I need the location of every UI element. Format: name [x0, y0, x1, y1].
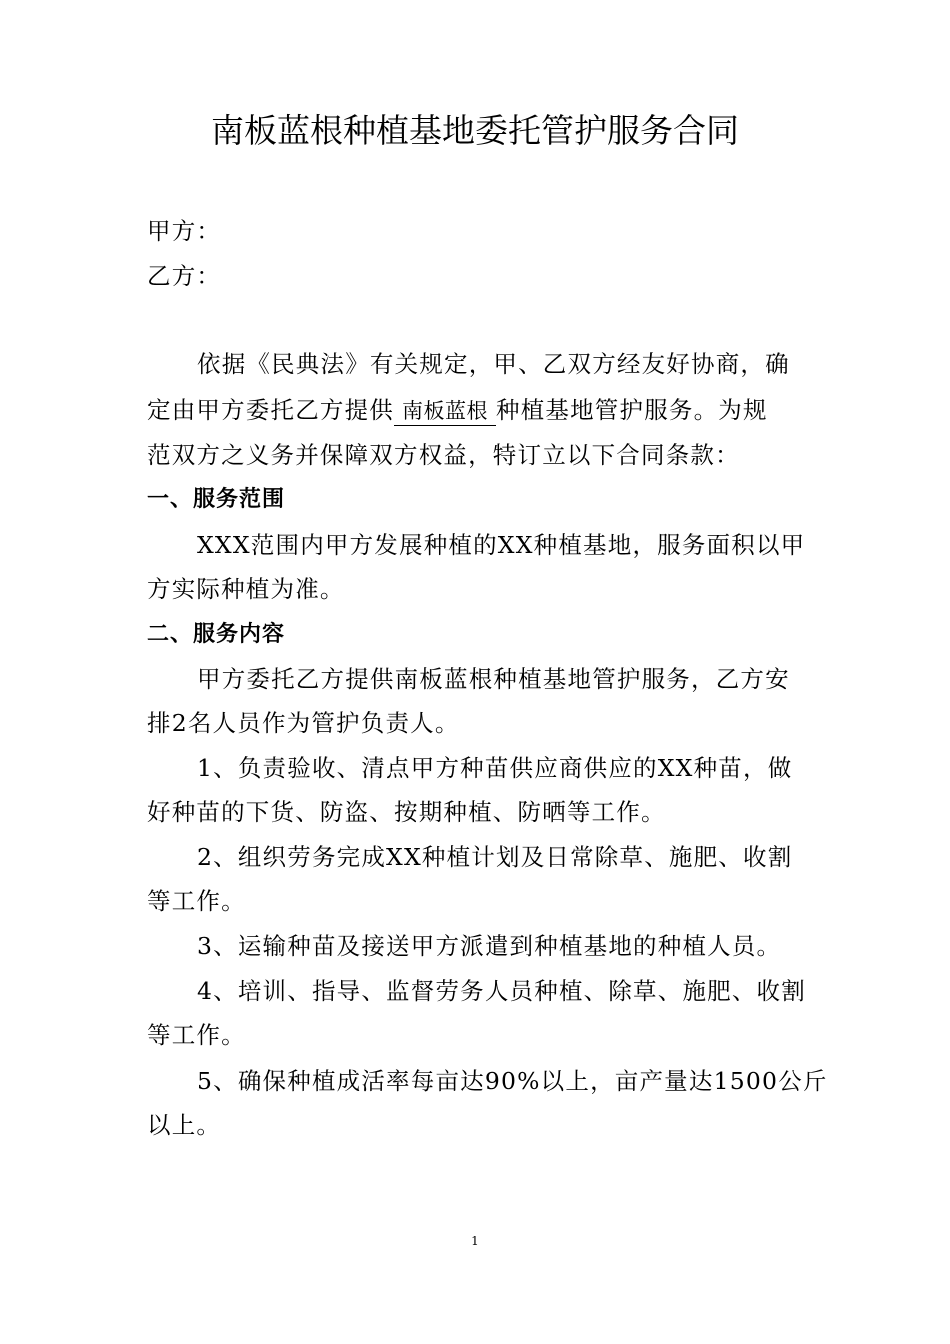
item-2-line-1: 2、组织劳务完成XX种植计划及日常除草、施肥、收割	[197, 843, 793, 871]
section-2-para-line-1: 甲方委托乙方提供南板蓝根种植基地管护服务，乙方安	[197, 665, 790, 693]
item-1-line-1: 1、负责验收、清点甲方种苗供应商供应的XX种苗，做	[197, 754, 793, 782]
item-1-line-2: 好种苗的下货、防盗、按期种植、防晒等工作。	[147, 798, 666, 826]
section-2-heading: 二、服务内容	[147, 622, 286, 647]
item-4-line-1: 4、培训、指导、监督劳务人员种植、除草、施肥、收割	[197, 977, 806, 1005]
intro-line-2-prefix: 定由甲方委托乙方提供	[147, 396, 394, 424]
item-2-line-2: 等工作。	[147, 887, 246, 915]
section-1-line-1: XXX范围内甲方发展种植的XX种植基地，服务面积以甲	[197, 531, 806, 559]
intro-line-2	[147, 395, 768, 426]
page-number: 1	[471, 1234, 479, 1248]
intro-line-2-suffix: 种植基地管护服务。为规	[496, 396, 768, 424]
item-4-line-2: 等工作。	[147, 1021, 246, 1049]
fill-in-blank-crop-name: 南板蓝根	[394, 397, 496, 426]
section-2-para-line-2: 排2名人员作为管护负责人。	[147, 709, 460, 737]
party-b-label: 乙方：	[147, 262, 222, 290]
item-5-line-2: 以上。	[147, 1111, 222, 1139]
section-1-heading: 一、服务范围	[147, 487, 286, 512]
intro-line-1: 依据《民典法》有关规定，甲、乙双方经友好协商，确	[197, 350, 790, 378]
item-3-line-1: 3、运输种苗及接送甲方派遣到种植基地的种植人员。	[197, 932, 782, 960]
item-5-line-1: 5、确保种植成活率每亩达90%以上，亩产量达1500公斤	[197, 1067, 828, 1095]
document-title: 南板蓝根种植基地委托管护服务合同	[211, 111, 739, 150]
section-1-line-2: 方实际种植为准。	[147, 575, 345, 603]
intro-line-3: 范双方之义务并保障双方权益，特订立以下合同条款：	[147, 441, 740, 469]
party-a-label: 甲方：	[147, 217, 222, 245]
